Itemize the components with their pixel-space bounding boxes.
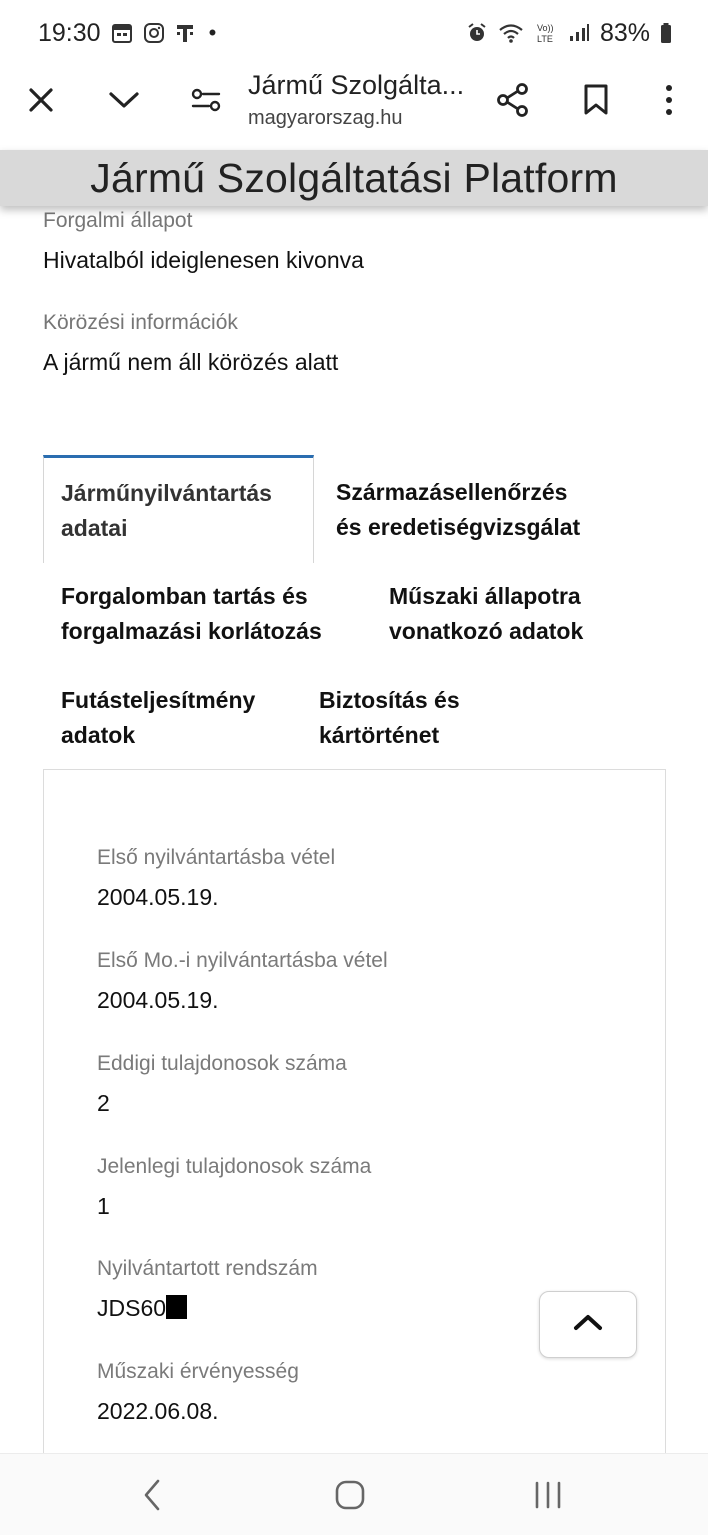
browser-toolbar [0,66,708,150]
info-label: Körözési információk [43,311,238,334]
browser-url: magyarorszag.hu [248,107,403,129]
tab-mileage-data[interactable] [61,683,255,753]
browser-page-title: Jármű Szolgálta... [248,70,465,100]
tab-label-line: és eredetiségvizsgálat [336,514,581,540]
tab-label-line: vonatkozó adatok [389,618,584,644]
more-options-icon[interactable] [644,75,694,125]
recent-apps-icon[interactable] [518,1465,578,1525]
field-label: Első nyilvántartásba vétel [97,846,336,869]
tab-label-line: kártörténet [319,722,440,748]
tab-label-line: forgalmazási korlátozás [61,618,322,644]
back-icon[interactable] [122,1465,182,1525]
site-settings-icon[interactable] [181,75,231,125]
field-value-wrap [97,1295,318,1322]
info-value: A jármű nem áll körözés alatt [43,349,339,375]
signal-icon [568,23,590,43]
dot-icon: • [208,20,217,45]
field-current-owners [97,1155,371,1220]
svg-text:LTE: LTE [536,34,553,44]
field-label: Nyilvántartott rendszám [97,1257,318,1280]
site-title: Jármű Szolgáltatási Platform [90,154,618,201]
share-icon[interactable] [488,75,538,125]
tab-label-line: adatai [61,515,128,541]
instagram-icon [143,22,165,44]
field-value: 2004.05.19. [97,987,219,1013]
status-bar [0,0,708,66]
status-time: 19:30 [38,18,101,47]
tab-content-panel [43,769,666,1469]
system-nav-bar [0,1453,708,1535]
calendar-icon [111,22,133,44]
info-value: Hivatalból ideiglenesen kivonva [43,247,364,273]
svg-text:Vo)): Vo)) [536,23,554,33]
bookmark-icon[interactable] [571,75,621,125]
tab-label-line: Biztosítás és [319,687,460,713]
field-label: Jelenlegi tulajdonosok száma [97,1155,372,1178]
browser-title-area[interactable] [248,70,464,130]
scroll-to-top-button[interactable] [539,1291,637,1358]
alarm-icon [466,22,488,44]
field-value: 1 [97,1193,110,1219]
battery-icon [660,22,672,44]
field-label: Eddigi tulajdonosok száma [97,1052,347,1075]
field-previous-owners [97,1052,347,1117]
site-header [0,150,708,206]
tab-origin-check[interactable] [336,475,580,545]
info-label: Forgalmi állapot [43,209,193,232]
home-icon[interactable] [320,1465,380,1525]
battery-percent: 83% [599,18,650,47]
tab-technical-status[interactable] [389,579,583,649]
field-label: Első Mo.-i nyilvántartásba vétel [97,949,388,972]
tab-label-line: adatok [61,722,136,748]
field-technical-validity [97,1360,299,1425]
redaction-block [166,1295,187,1319]
tab-label-line: Futásteljesítmény [61,687,256,713]
t-mobile-icon [175,22,195,44]
field-value: 2 [97,1090,110,1116]
field-value: 2004.05.19. [97,884,219,910]
field-first-registration [97,846,335,911]
field-label: Műszaki érvényesség [97,1360,299,1383]
status-right [466,19,672,48]
tab-insurance-claims[interactable] [319,683,460,753]
tab-label-line: Származásellenőrzés [336,479,568,505]
tab-label-line: Műszaki állapotra [389,583,581,609]
status-left [38,19,216,48]
tab-label-line: Forgalomban tartás és [61,583,308,609]
info-traffic-status [43,209,364,274]
chevron-up-icon [573,1312,603,1337]
volte-icon [534,21,558,45]
close-icon[interactable] [16,75,66,125]
field-value: JDS60 [97,1295,167,1321]
field-plate-number [97,1257,318,1322]
chevron-down-icon[interactable] [99,75,149,125]
tab-traffic-restrictions[interactable] [61,579,322,649]
info-wanted-status [43,311,338,376]
tab-label-line: Járműnyilvántartás [61,480,272,506]
wifi-icon [498,22,524,44]
tab-registry-data[interactable] [43,455,314,563]
field-value: 2022.06.08. [97,1398,219,1424]
field-first-hu-registration [97,949,388,1014]
